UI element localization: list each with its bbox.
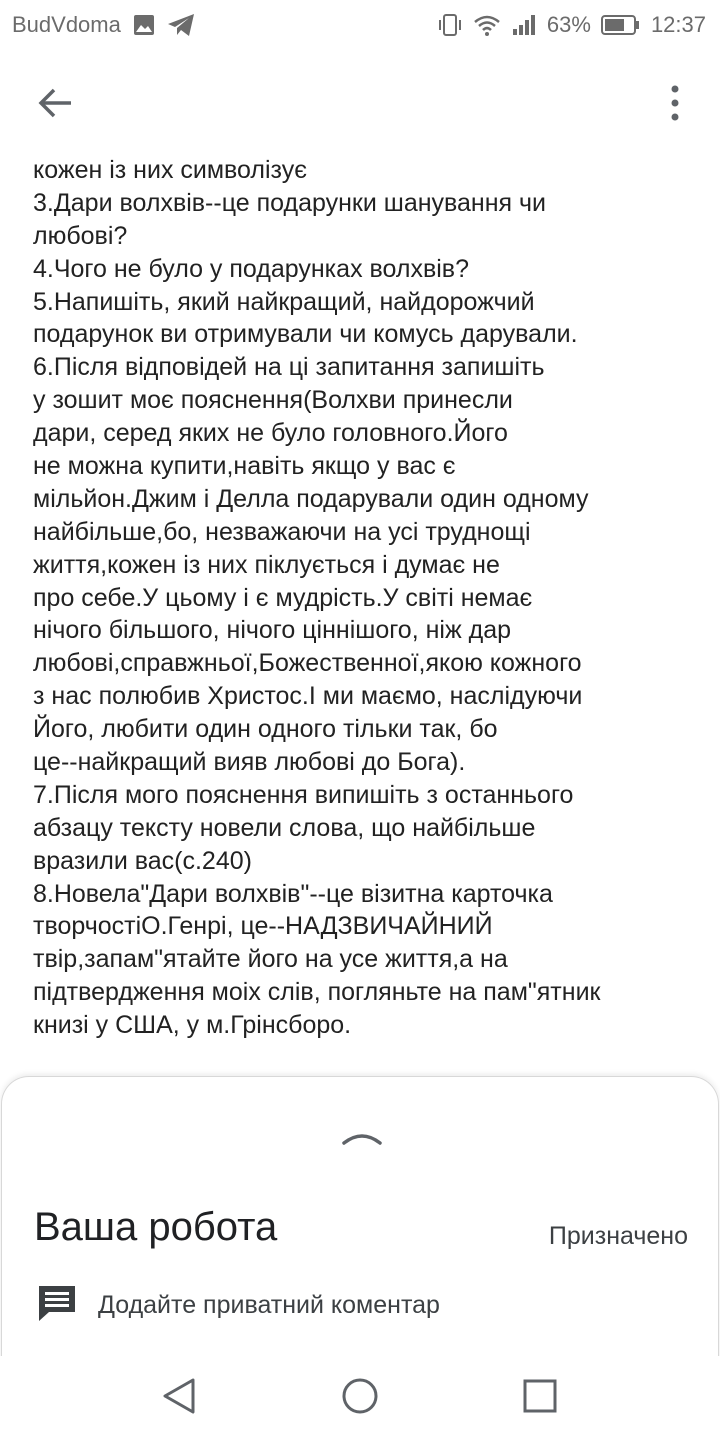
status-bar [0, 0, 720, 50]
text-line: дари, серед яких не було головного.Його [33, 419, 508, 448]
your-work-title: Ваша робота [34, 1205, 278, 1249]
text-line: подарунок ви отримували чи комусь дарували. [33, 320, 578, 349]
text-line: 6.Після відповідей на ці запитання запишіть [33, 353, 545, 382]
nav-back-icon [161, 1377, 197, 1420]
chevron-up-icon [340, 1134, 384, 1151]
status-right [437, 12, 706, 38]
text-line: любові? [33, 221, 128, 250]
text-line: це--найкращий вияв любові до Бога). [33, 748, 466, 777]
text-line: мільйон.Джим і Делла подарували один одному [33, 484, 589, 513]
text-line: про себе.У цьому і є мудрість.У світі немає [33, 583, 533, 612]
text-line: абзацу тексту новели слова, що найбільше [33, 813, 536, 842]
add-private-comment[interactable] [36, 1283, 440, 1328]
text-line: твір,запам"ятайте його на усе життя,а на [33, 945, 508, 974]
assignment-text [33, 154, 703, 1042]
assignment-status: Призначено [548, 1222, 688, 1250]
text-line: підтвердження моіх слів, погляньте на пам"ятник [33, 978, 601, 1007]
nav-home-button[interactable] [338, 1376, 382, 1420]
text-line: Його, любити один одного тільки так, бо [33, 715, 498, 744]
wifi-icon [473, 13, 501, 37]
text-line: книзі у США, у м.Грінсборо. [33, 1011, 352, 1040]
text-line: любові,справжньої,Божественної,якою кожного [33, 649, 582, 678]
text-line: 4.Чого не було у подарунках волхвів? [33, 254, 469, 283]
text-line: 5.Напишіть, який найкращий, найдорожчий [33, 287, 535, 316]
text-line: 8.Новела"Дари волхвів"--це візитна карточка [33, 879, 553, 908]
nav-home-icon [341, 1377, 379, 1420]
app-bar [0, 70, 720, 140]
notification-app-name: BudVdoma [12, 12, 121, 37]
image-icon [133, 14, 155, 36]
more-vert-icon [670, 85, 680, 126]
system-nav-bar [0, 1356, 720, 1440]
arrow-back-icon [37, 87, 73, 124]
comment-placeholder: Додайте приватний коментар [98, 1291, 440, 1319]
your-work-bottom-sheet[interactable] [1, 1076, 719, 1377]
text-line: вразили вас(с.240) [33, 846, 252, 875]
text-line: життя,кожен із них піклується і думає не [33, 550, 500, 579]
text-line: творчостіО.Генрі, це--НАДЗВИЧАЙНИЙ [33, 912, 493, 941]
text-line: не можна купити,навіть якщо у вас є [33, 452, 456, 481]
battery-percent: 63% [546, 12, 591, 37]
status-left [12, 12, 195, 38]
telegram-icon [167, 13, 195, 37]
text-line: 3.Дари волхвів--це подарунки шанування чи [33, 188, 547, 217]
nav-recents-button[interactable] [518, 1376, 562, 1420]
sheet-expand-handle[interactable] [340, 1127, 384, 1147]
nav-recents-icon [523, 1379, 557, 1418]
back-button[interactable] [30, 82, 80, 128]
signal-icon [511, 13, 537, 37]
vibrate-icon [437, 13, 463, 37]
text-line: у зошит моє пояснення(Волхви принесли [33, 386, 513, 415]
nav-back-button[interactable] [157, 1376, 201, 1420]
text-line: нічого більшого, нічого ціннішого, ніж дар [33, 616, 512, 645]
text-line: кожен із них символізує [33, 156, 307, 184]
comment-icon [36, 1283, 78, 1328]
text-line: 7.Після мого пояснення випишіть з останнього [33, 780, 574, 809]
text-line: найбільше,бо, незважаючи на усі труднощі [33, 517, 531, 546]
battery-icon [601, 14, 641, 36]
text-line: з нас полюбив Христос.І ми маємо, наслідуючи [33, 682, 583, 711]
more-options-button[interactable] [650, 82, 700, 128]
clock: 12:37 [650, 12, 706, 37]
